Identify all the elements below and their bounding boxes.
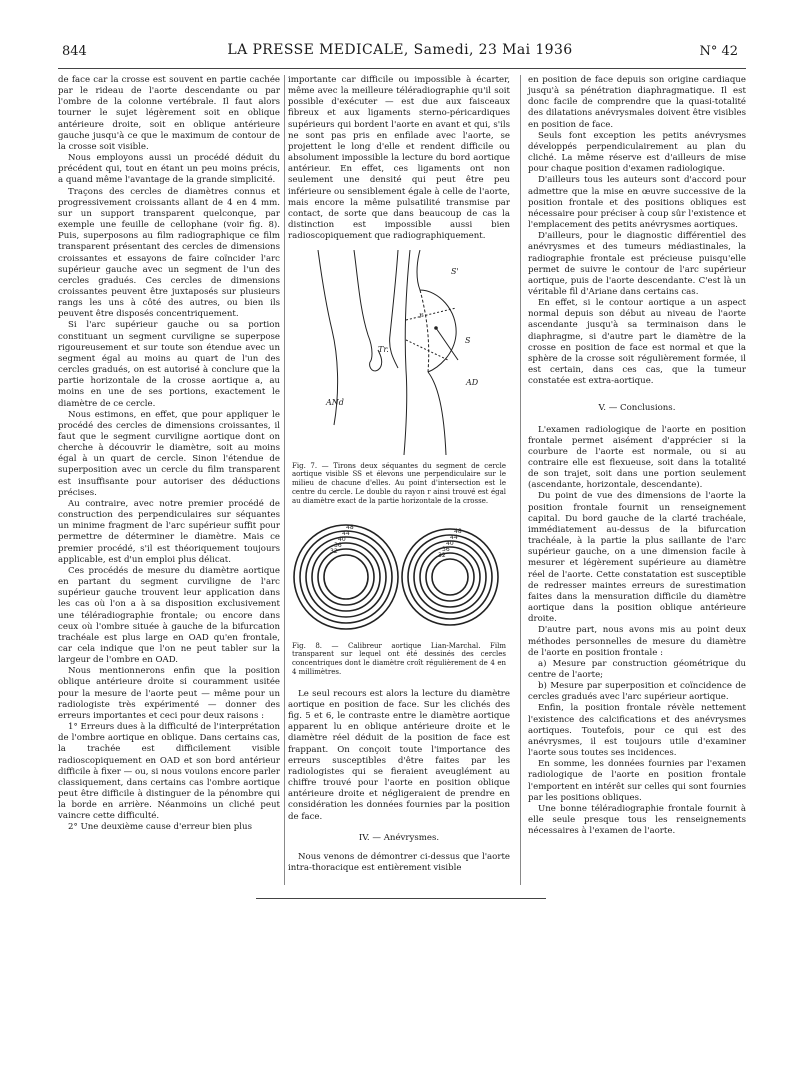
figure-8-drawing — [288, 517, 510, 635]
ring-label: 36 — [442, 546, 450, 554]
ring-label: 32 — [438, 552, 446, 560]
ring-label: 40 — [338, 536, 346, 544]
label-ad: AD — [466, 378, 479, 388]
paragraph: Seuls font exception les petits anévrysmes développés perpendiculairement au plan du cliché. La même réserve est d'ailleurs de mise pour chaque position d'examen radiologique. — [528, 130, 746, 175]
figure-8 — [288, 517, 510, 676]
paragraph: D'ailleurs tous les auteurs sont d'accord pour admettre que la mise en œuvre successive de la position frontale et des positions obliques est nécessaire pour préciser à coup sûr l'existence et l'emplacement des petits anévrysmes aortiques. — [528, 175, 746, 231]
end-rule — [256, 898, 546, 899]
ring-label: 44 — [450, 534, 458, 542]
figure-7-caption — [292, 462, 506, 506]
figure-8-caption — [292, 642, 506, 677]
ring-label: 32 — [330, 548, 338, 556]
caption-text: Fig. 7. — Tirons deux séquantes du segment de cercle aortique visible SS et élevons une perpendiculaire sur le milieu de chacune d'elles. Au point d'intersection est le centre du cercle. Le double du rayon r ainsi trouvé est égal au diamètre exact de la partie horizontale de la crosse. — [292, 461, 506, 505]
column-1 — [58, 75, 280, 834]
ring-label: 36 — [334, 542, 342, 550]
running-header — [62, 40, 738, 62]
label-r: r — [419, 311, 423, 321]
header-rule — [58, 68, 746, 69]
paragraph: En effet, si le contour aortique a un aspect normal depuis son début au niveau de l'aorte ascendante jusqu'à sa terminaison dans le diaphragme, si d'autre part le diamètre de la crosse en position de face est normal et que la sphère de la crosse soit régulièrement formée, il est certain, dans ces cas, que la tumeur constatée est extra-aortique. — [528, 298, 746, 387]
paragraph: en position de face depuis son origine cardiaque jusqu'à sa pénétration diaphragmatique. Il est donc facile de comprendre que la quasi-totalité des dilatations anévrysmales doivent être visibles en position de face. — [528, 75, 746, 130]
section-heading-v: V. — Conclusions. — [598, 403, 676, 414]
paragraph: Au contraire, avec notre premier procédé de construction des perpendiculaires sur séquantes un minime fragment de l'arc supérieur suffit pour permettre de déterminer le diamètre. Mais ce premier procédé, s'il est théoriquement toujours applicable, est d'un emploi plus délicat. — [58, 498, 280, 565]
paragraph: 2° Une deuxième cause d'erreur bien plus — [68, 822, 252, 833]
paragraph: Nous venons de démontrer ci-dessus que l'aorte intra-thoracique est entièrement visible — [288, 851, 510, 874]
label-s: S — [465, 336, 471, 346]
paragraph: b) Mesure par superposition et coïncidence de cercles gradués avec l'arc supérieur aortique. — [528, 681, 746, 703]
label-tr: Tr. — [378, 345, 389, 355]
journal-title: LA PRESSE MEDICALE, Samedi, 23 Mai 1936 — [227, 42, 573, 58]
paragraph: D'autre part, nous avons mis au point deux méthodes personnelles de mesure du diamètre de l'aorte en position frontale : — [528, 625, 746, 658]
label-and: ANd — [326, 398, 344, 408]
paragraph: a) Mesure par construction géométrique du centre de l'aorte; — [528, 658, 746, 680]
column-divider — [520, 75, 521, 885]
paragraph: Nous mentionnerons enfin que la position oblique antérieure droite si couramment usitée pour la mesure de l'aorte peut — même pour un radiologiste très expérimenté — donner des erreurs importantes et ceci pour deux raisons : — [58, 666, 280, 721]
ring-label: 44 — [342, 530, 350, 538]
paragraph: Ces procédés de mesure du diamètre aortique en partant du segment curviligne de l'arc supérieur gauche trouvent leur application dans les cas où l'on a à sa disposition exclusivement une téléradiographie frontale; ou encore dans ceux où l'ombre située à gauche de la bifurcation trachéale est plus large en OAD qu'en frontale, car cela indique que l'on ne peut tabler sur la largeur de l'ombre en OAD. — [58, 565, 280, 666]
paragraph: L'examen radiologique de l'aorte en position frontale permet aisément d'apprécier si la courbure de l'aorte est normale, ou si au contraire elle est flexueuse, soit dans la totalité de son trajet, soit dans une portion seulement (ascendante, horizontale, descendante). — [528, 424, 746, 491]
section-heading-iv: IV. — Anévrysmes. — [358, 832, 440, 843]
column-divider — [284, 75, 285, 885]
paragraph: Le seul recours est alors la lecture du diamètre aortique en position de face. Sur les clichés des fig. 5 et 6, le contraste entre le diamètre aortique apparent lu en oblique antérieure droite et le diamètre réel déduit de la position de face est frappant. On conçoit toute l'importance des erreurs susceptibles d'être faites par les radiologistes qui se fieraient aveuglément au chiffre trouvé pour l'aorte en position oblique antérieure droite et négligeraient de prendre en considération les données fournies par la position de face. — [288, 688, 510, 822]
page-number: 844 — [62, 44, 87, 59]
column-2 — [288, 75, 510, 874]
paragraph: Enfin, la position frontale révèle nettement l'existence des calcifications et des anévrysmes aortiques. Toutefois, pour ce qui est des anévrysmes, il est toujours utile d'examiner l'aorte sous toutes ses incidences. — [528, 703, 746, 759]
paragraph: Traçons des cercles de diamètres connus et progressivement croissants allant de 4 en 4 mm. sur un support transparent quelconque, par exemple une feuille de cellophane (voir fig. 8). Puis, superposons au film radiographique ce film transparent présentant des cercles de dimensions croissantes et essayons de faire coïncider l'arc supérieur gauche avec un segment de l'un des cercles gradués. Ces cercles de dimensions croissantes peuvent être juxtaposés sur plusieurs rangs les uns à côté des autres, ou bien ils peuvent être disposés concentriquement. — [58, 186, 280, 320]
issue-number: N° 42 — [699, 44, 738, 59]
label-s-prime: S' — [451, 267, 459, 277]
ring-label: 48 — [346, 524, 354, 532]
paragraph: Du point de vue des dimensions de l'aorte la position frontale fournit un renseignement capital. Du bord gauche de la clarté trachéale, immédiatement au-dessus de la bifurcation trachéale, à la partie la plus saillante de l'arc supérieur gauche, on a une dimension facile à mesurer et légèrement supérieure au diamètre réel de l'aorte. Cette constatation est susceptible de redresser maintes erreurs de surestimation faites dans la mensuration difficile du diamètre aortique dans la position oblique antérieure droite. — [528, 491, 746, 625]
paragraph: Si l'arc supérieur gauche ou sa portion constituant un segment curviligne se superpose rigoureusement et sur toute son étendue avec un segment égal au moins au quart de l'un des cercles gradués, on est autorisé à conclure que la partie horizontale de la crosse aortique a, au moins en une de ses portions, exactement le diamètre de ce cercle. — [58, 320, 280, 409]
ring-label: 40 — [446, 540, 454, 548]
paragraph: de face car la crosse est souvent en partie cachée par le rideau de l'aorte descendante ou par l'ombre de la colonne vertébrale. Il faut alors tourner le sujet légèrement soit en oblique antérieure droite, soit en oblique antérieure gauche jusqu'à ce que le maximum de contour de la crosse soit visible. — [58, 75, 280, 152]
paragraph: 1° Erreurs dues à la difficulté de l'interprétation de l'ombre aortique en oblique. Dans certains cas, la trachée est difficilement visible radioscopiquement en OAD et son bord antérieur difficile à fixer — ou, si nous voulons encore parler classiquement, dans certains cas l'ombre aortique peut être difficile à distinguer de la pénombre qui la borde en arrière. Néanmoins un cliché peut vaincre cette difficulté. — [58, 722, 280, 822]
paragraph: En somme, les données fournies par l'examen radiologique de l'aorte en position frontale l'emportent en intérêt sur celles qui sont fournies par les positions obliques. — [528, 759, 746, 803]
paragraph: Nous estimons, en effet, que pour appliquer le procédé des cercles de dimensions croissantes, il faut que le segment curviligne aortique dont on cherche à découvrir le diamètre, soit au moins égal à un quart de cercle. Sinon l'étendue de superposition avec un cercle du film transparent est insuffisante pour autoriser des déductions précises. — [58, 409, 280, 498]
figure-7 — [288, 250, 510, 505]
figure-7-drawing — [288, 250, 510, 455]
paragraph: D'ailleurs, pour le diagnostic différentiel des anévrysmes et des tumeurs médiastinales, la radiographie frontale est précieuse puisqu'elle permet de suivre le contour de l'arc supérieur aortique, puis de l'aorte descendante. C'est là un véritable fil d'Ariane dans certains cas. — [528, 231, 746, 297]
paragraph: Une bonne téléradiographie frontale fournit à elle seule presque tous les renseignements nécessaires à l'examen de l'aorte. — [528, 803, 746, 837]
ring-label: 48 — [454, 528, 462, 536]
column-3 — [528, 75, 746, 837]
paragraph: Nous employons aussi un procédé déduit du précédent qui, tout en étant un peu moins précis, a quand même l'avantage de la grande simplicité. — [58, 153, 280, 186]
caption-text: Fig. 8. — Calibreur aortique Lian-Marchal. Film transparent sur lequel ont été dessinés des cercles concentriques dont le diamètre croît régulièrement de 4 en 4 millimètres. — [292, 641, 506, 677]
paragraph: importante car difficile ou impossible à écarter, même avec la meilleure téléradiographie qu'il soit possible d'exécuter — est due aux faisceaux fibreux et aux ligaments sterno-péricardiques supérieurs qui bordent l'aorte en avant et qui, s'ils ne sont pas pris en enfilade avec l'aorte, se projettent le long d'elle et rendent difficile ou absolument impossible la lecture du bord aortique antérieur. En effet, ces ligaments ont non seulement une densité qui peut être peu inférieure ou sensiblement égale à celle de l'aorte, mais encore la même pulsatilité transmise par contact, de sorte que dans beaucoup de cas la distinction est impossible aussi bien radioscopiquement que radiographiquement. — [288, 75, 510, 242]
